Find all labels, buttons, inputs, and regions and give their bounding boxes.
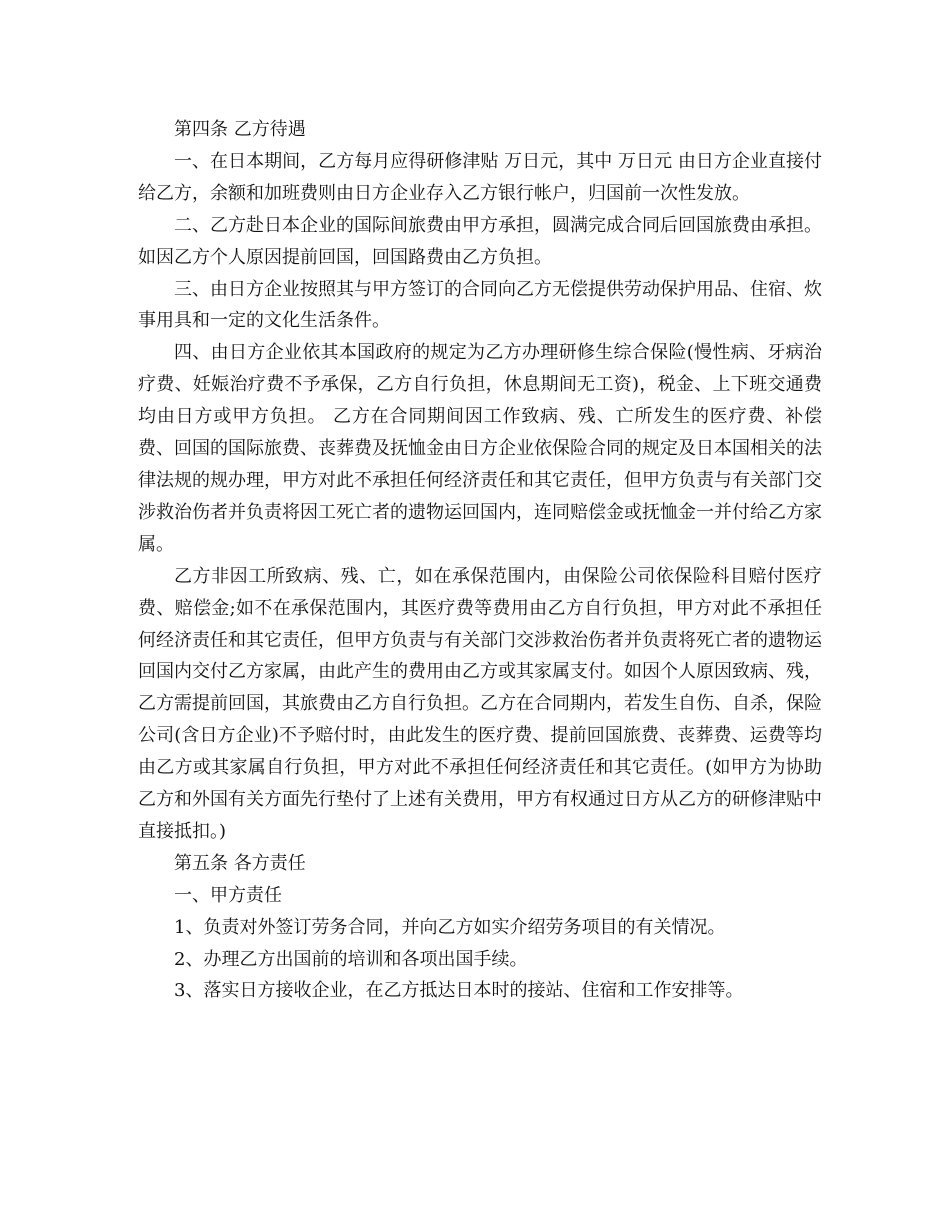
article-4-clause-2: 二、乙方赴日本企业的国际间旅费由甲方承担，圆满完成合同后回国旅费由承担。如因乙方个人原因提前回国，回国路费由乙方负担。 bbox=[138, 214, 822, 268]
article-5-heading: 第五条 各方责任 bbox=[174, 852, 306, 874]
article-4-clause-4: 四、由日方企业依其本国政府的规定为乙方办理研修生综合保险(慢性病、牙病治疗费、妊娠治疗费不予承保，乙方自行负担，休息期间无工资)，税金、上下班交通费均由日方或甲方负担。 乙方在合同期间因工作致病、残、亡所发生的医疗费、补偿费、回国的国际旅费、丧葬费及抚恤金由日方企业依保险合同的规定及日本国相关的法律法规的规办理，甲方对此不承担任何经济责任和其它责任，但甲方负责与有关部门交涉救治伤者并负责将因工死亡者的遗物运回国内，连同赔偿金或抚恤金一并付给乙方家属。 bbox=[138, 342, 822, 555]
article-4-heading: 第四条 乙方待遇 bbox=[174, 119, 306, 140]
article-4-clause-5: 乙方非因工所致病、残、亡，如在承保范围内，由保险公司依保险科目赔付医疗费、赔偿金;如不在承保范围内，其医疗费等费用由乙方自行负担，甲方对此不承担任何经济责任和其它责任，但甲方负责与有关部门交涉救治伤者并负责将死亡者的遗物运回国内交付乙方家属，由此产生的费用由乙方或其家属支付。如因个人原因致病、残，乙方需提前回国，其旅费由乙方自行负担。乙方在合同期内，若发生自伤、自杀，保险公司(含日方企业)不予赔付时，由此发生的医疗费、提前回国旅费、丧葬费、运费等均由乙方或其家属自行负担，甲方对此不承担任何经济责任和其它责任。(如甲方为协助乙方和外国有关方面先行垫付了上述有关费用，甲方有权通过日方从乙方的研修津贴中直接抵扣。) bbox=[138, 565, 822, 842]
article-5-item-1: 1、负责对外签订劳务合同，并向乙方如实介绍劳务项目的有关情况。 bbox=[174, 916, 726, 938]
article-4-clause-1: 一、在日本期间，乙方每月应得研修津贴 万日元，其中 万日元 由日方企业直接付给乙方，余额和加班费则由日方企业存入乙方银行帐户，归国前一次性发放。 bbox=[138, 150, 822, 204]
document-page bbox=[138, 114, 822, 1007]
article-5-item-3: 3、落实日方接收企业，在乙方抵达日本时的接站、住宿和工作安排等。 bbox=[174, 980, 744, 1002]
article-4-clause-3: 三、由日方企业按照其与甲方签订的合同向乙方无偿提供劳动保护用品、住宿、炊事用具和一定的文化生活条件。 bbox=[138, 278, 822, 332]
article-5-item-2: 2、办理乙方出国前的培训和各项出国手续。 bbox=[174, 948, 528, 970]
article-5-subheading-party-a: 一、甲方责任 bbox=[174, 884, 282, 906]
